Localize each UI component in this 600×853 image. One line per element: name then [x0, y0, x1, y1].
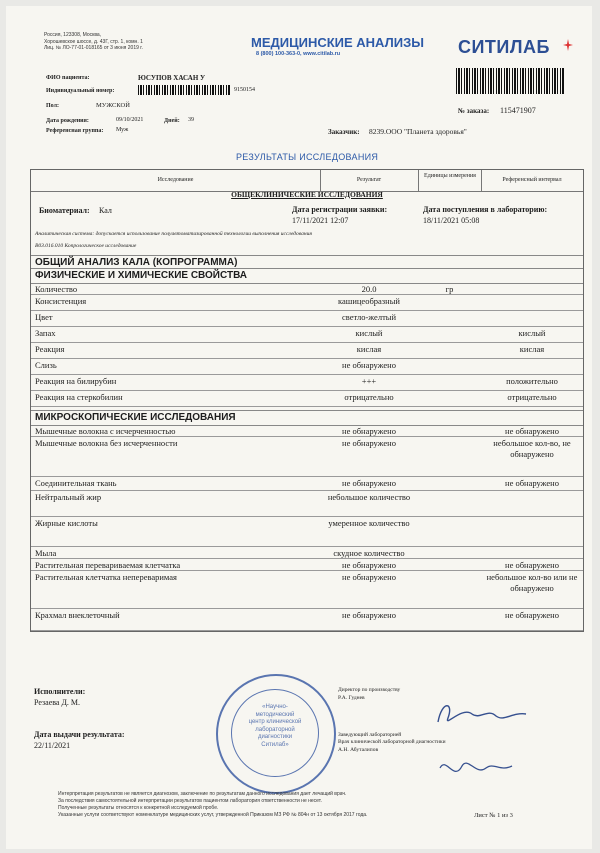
patient-dob: 09/10/2021	[116, 117, 144, 123]
table-row	[31, 608, 583, 631]
cell-name: Мышечные волокна без исчерченности	[35, 438, 178, 448]
col-result: Результат	[356, 177, 382, 183]
cell-result: 20.0	[361, 284, 377, 294]
cell-reference: небольшое кол-во, не обнаружено	[493, 438, 571, 459]
col-study: Исследование	[157, 177, 194, 183]
results-table	[30, 169, 584, 632]
biomaterial-label: Биоматериал:	[39, 206, 90, 215]
cell-reference: положительно	[506, 376, 558, 386]
cell-result: не обнаружено	[342, 438, 396, 448]
seal-line: «Научно-	[262, 704, 288, 710]
cell-name: Жирные кислоты	[35, 518, 98, 528]
cell-result: не обнаружено	[342, 610, 396, 620]
sheet-number: Лист № 1 из 3	[474, 812, 513, 819]
cell-result: светло-желтый	[341, 312, 397, 322]
seal-line: центр клинической	[248, 719, 302, 725]
table-row	[31, 390, 583, 407]
cell-result: кислая	[356, 344, 382, 354]
cell-name: Нейтральный жир	[35, 492, 102, 502]
address-line: Хорошевское шоссе, д. 43Г, стр. 1, комн. 1	[44, 38, 143, 45]
cell-name: Растительная переваривaемая клетчатка	[35, 560, 181, 570]
reg-date: 17/11/2021 12:07	[292, 216, 349, 225]
cell-reference: отрицательно	[507, 392, 557, 402]
cell-reference: не обнаружено	[505, 426, 559, 436]
fio-label: ФИО пациента:	[46, 75, 90, 81]
logo-sparkle-icon	[563, 38, 573, 50]
col-reference: Референсный интервал	[502, 177, 562, 183]
cell-name: Количество	[35, 284, 78, 294]
footer-note: За последствия самостоятельной интерпретации результатов пациентом лаборатория ответственности не несет.	[58, 798, 322, 804]
cell-reference: кислый	[518, 328, 546, 338]
director-name: Р.А. Гуднев	[338, 695, 365, 701]
table-row	[31, 294, 583, 311]
performer: Резаева Д. М.	[34, 698, 81, 707]
cell-result: не обнаружено	[342, 360, 396, 370]
cell-name: Реакция на билирубин	[35, 376, 117, 386]
seal-text	[232, 704, 318, 749]
footer-notes	[58, 791, 367, 819]
col-units: Единицы измерения	[424, 173, 476, 179]
cell-name: Реакция на стеркобилин	[35, 392, 123, 402]
address-line: Лиц. № ЛО-77-01-018165 от 3 июня 2019 г.	[44, 45, 143, 51]
cell-result: кашицеобразный	[338, 296, 400, 306]
order-number: 115471907	[500, 106, 536, 115]
cell-reference: не обнаружено	[505, 610, 559, 620]
cell-name: Соединительная ткань	[35, 478, 117, 488]
table-row	[31, 570, 583, 609]
id-label: Индивидуальный номер:	[46, 88, 115, 94]
footer-note: Полученные результаты относятся к конкретной исследуемой пробе.	[58, 805, 219, 811]
cell-name: Крахмал внеклеточный	[35, 610, 120, 620]
table-row	[31, 476, 583, 491]
customer: 8239.ООО "Планета здоровья"	[369, 127, 467, 136]
patient-barcode	[138, 85, 230, 95]
patient-id: 9150154	[234, 87, 255, 93]
analytic-note: Аналитическая система: допускается использование полуавтоматизированной технологии выполнения исследования	[35, 231, 312, 237]
performers-label: Исполнители:	[34, 687, 86, 696]
address-line: Россия, 123308, Москва,	[44, 32, 102, 38]
cell-result: скудное количество	[333, 548, 405, 558]
cell-result: кислый	[355, 328, 383, 338]
cell-reference: не обнаружено	[505, 478, 559, 488]
citilab-logo: СИТИЛАБ	[458, 37, 550, 57]
lab-report-page	[6, 6, 592, 849]
cell-name: Реакция	[35, 344, 65, 354]
brand-contacts: 8 (800) 100-363-0, www.citilab.ru	[256, 51, 341, 57]
table-row	[31, 490, 583, 517]
lab-seal-inner	[231, 689, 319, 777]
cell-reference: кислая	[519, 344, 545, 354]
cell-result: не обнаружено	[342, 572, 396, 582]
lab-address	[44, 32, 143, 52]
cell-result: не обнаружено	[342, 560, 396, 570]
lab-date-label: Дата поступления в лабораторию:	[423, 205, 548, 214]
cell-name: Цвет	[35, 312, 53, 322]
footer-note: Указанные услуги соответствуют номенклатуре медицинских услуг, утвержденной Приказом МЗ РФ № 804н от 13 октября 2017 года.	[58, 812, 368, 818]
cell-result: отрицательно	[344, 392, 394, 402]
code-line: В03.016.010 Копрологическое исследование	[35, 243, 137, 249]
lab-date: 18/11/2021 05:08	[423, 216, 480, 225]
table-row	[31, 342, 583, 359]
cell-result: умеренное количество	[328, 518, 410, 528]
section-micro: МИКРОСКОПИЧЕСКИЕ ИССЛЕДОВАНИЯ	[35, 412, 236, 423]
table-header-row	[31, 170, 583, 192]
group-title: ОБЩЕКЛИНИЧЕСКИЕ ИССЛЕДОВАНИЯ	[231, 190, 383, 199]
table-row	[31, 436, 583, 477]
analysis-title: ОБЩИЙ АНАЛИЗ КАЛА (КОПРОГРАММА)	[35, 257, 238, 268]
director-signature	[432, 696, 532, 736]
table-row	[31, 358, 583, 375]
days-label: Дней:	[164, 118, 180, 124]
cell-units: гр	[445, 284, 454, 294]
cell-result: не обнаружено	[342, 478, 396, 488]
brand-title: МЕДИЦИНСКИЕ АНАЛИЗЫ	[251, 35, 424, 50]
issue-date: 22/11/2021	[34, 741, 71, 750]
dob-label: Дата рождения:	[46, 118, 89, 124]
cell-name: Запах	[35, 328, 56, 338]
results-title: РЕЗУЛЬТАТЫ ИССЛЕДОВАНИЯ	[236, 152, 379, 162]
analysis-title-row	[31, 255, 583, 269]
issue-date-label: Дата выдачи результата:	[34, 730, 125, 739]
head-title-2: Врач клинической лабораторной диагностики	[338, 739, 446, 745]
patient-days: 39	[188, 117, 194, 123]
section-physical: ФИЗИЧЕСКИЕ И ХИМИЧЕСКИЕ СВОЙСТВА	[35, 270, 248, 281]
head-signature	[436, 754, 516, 784]
seal-line: лабораторной	[255, 726, 295, 733]
cell-name: Слизь	[35, 360, 57, 370]
cell-name: Растительная клетчатка непереваримая	[35, 572, 177, 582]
cell-result: +++	[361, 376, 377, 386]
customer-label: Заказчик:	[328, 128, 360, 136]
patient-sex: МУЖСКОЙ	[96, 102, 130, 109]
reg-date-label: Дата регистрации заявки:	[292, 205, 388, 214]
cell-result: небольшое количество	[327, 492, 411, 502]
order-barcode	[456, 68, 564, 94]
order-label: № заказа:	[458, 107, 490, 115]
biomaterial: Кал	[99, 206, 112, 215]
table-row	[31, 516, 583, 547]
cell-name: Мыла	[35, 548, 57, 558]
head-title-1: Заведующий лабораторией	[338, 732, 402, 738]
cell-reference: не обнаружено	[505, 560, 559, 570]
director-title: Директор по производству	[338, 687, 401, 693]
footer-note: Интерпретация результатов не является диагнозом, заключение по результатам данного исследования дает лечащий врач.	[58, 791, 347, 797]
seal-line: диагностики	[257, 734, 293, 740]
cell-result: не обнаружено	[342, 426, 396, 436]
cell-name: Мышечные волокна с исчерченностью	[35, 426, 176, 436]
ref-group: Муж	[116, 127, 129, 133]
table-row	[31, 374, 583, 391]
table-row	[31, 326, 583, 343]
cell-reference: небольшое кол-во или не обнаружено	[486, 572, 578, 593]
seal-line: Ситилаб»	[261, 741, 289, 748]
lab-seal	[216, 674, 336, 794]
patient-name: ЮСУПОВ ХАСАН У	[138, 74, 206, 82]
cell-name: Консистенция	[35, 296, 87, 306]
seal-line: методический	[255, 711, 295, 718]
head-name: А.Н. Абуталипов	[338, 747, 379, 753]
sex-label: Пол:	[46, 103, 59, 109]
table-row	[31, 310, 583, 327]
ref-group-label: Референсная группа:	[46, 128, 104, 134]
